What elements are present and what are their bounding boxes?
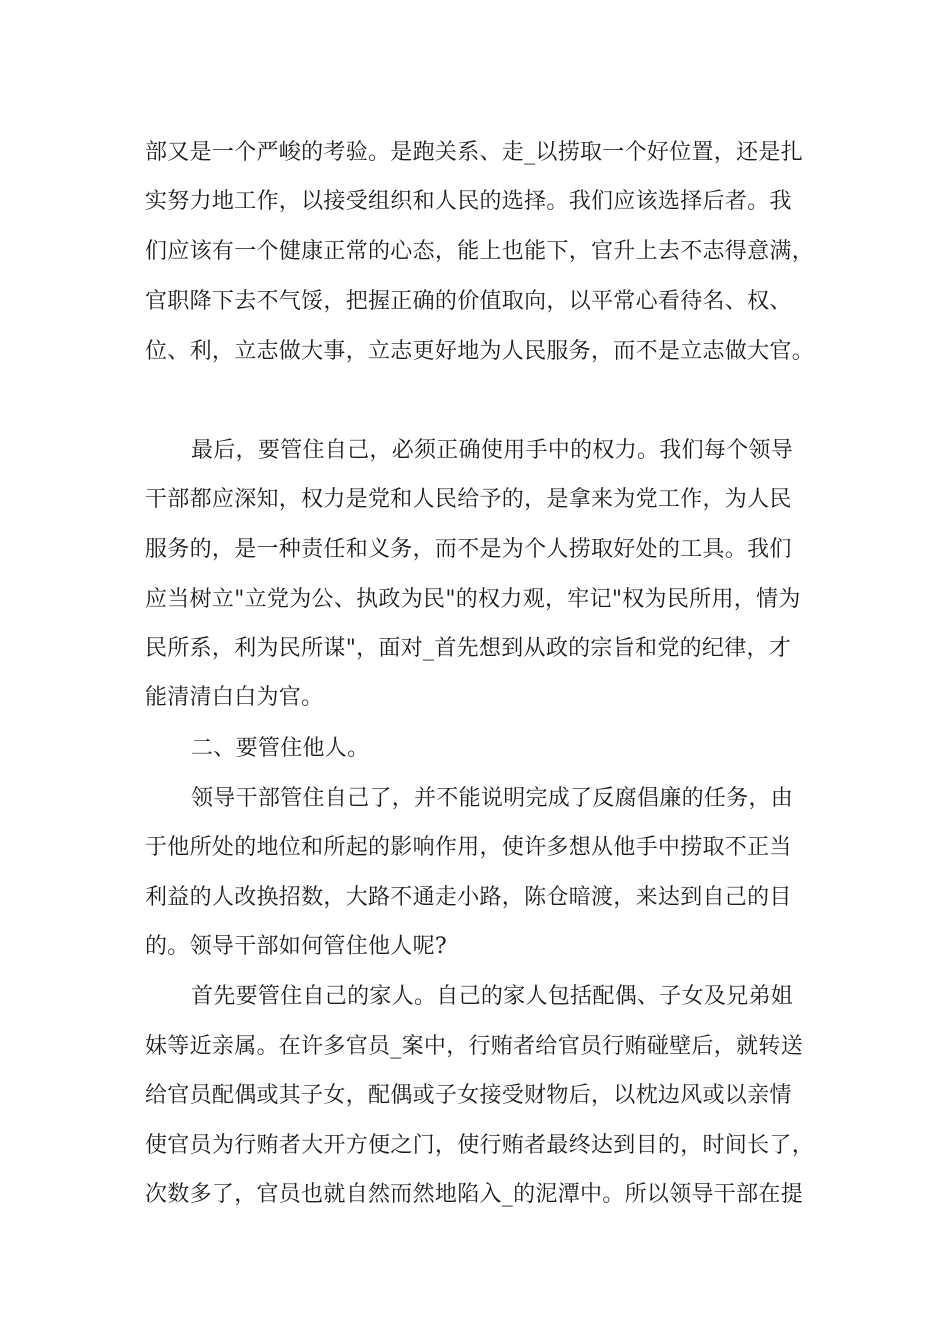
text-line: 的。领导干部如何管住他人呢? — [145, 934, 447, 959]
text-line: 妹等近亲属。在许多官员_案中，行贿者给官员行贿碰壁后，就转送 — [145, 1034, 804, 1059]
text-line: 干部都应深知，权力是党和人民给予的，是拿来为党工作，为人民 — [145, 487, 792, 512]
text-line: 官职降下去不气馁，把握正确的价值取向，以平常心看待名、权、 — [145, 289, 792, 314]
text-line: 位、利，立志做大事，立志更好地为人民服务，而不是立志做大官。 — [145, 339, 815, 364]
text-line: 给官员配偶或其子女，配偶或子女接受财物后，以枕边风或以亲情 — [145, 1083, 792, 1108]
text-line: 利益的人改换招数，大路不通走小路，陈仓暗渡，来达到自己的目 — [145, 885, 792, 910]
text-line: 部又是一个严峻的考验。是跑关系、走_以捞取一个好位置，还是扎 — [145, 140, 804, 165]
text-line: 们应该有一个健康正常的心态，能上也能下，官升上去不志得意满， — [145, 239, 815, 264]
text-line: 应当树立"立党为公、执政为民"的权力观，牢记"权为民所用，情为 — [145, 587, 801, 612]
paragraph-first-line: 领导干部管住自己了，并不能说明完成了反腐倡廉的任务，由 — [191, 786, 794, 811]
text-line: 于他所处的地位和所起的影响作用，使许多想从他手中捞取不正当 — [145, 835, 792, 860]
text-line: 能清清白白为官。 — [145, 685, 324, 710]
section-heading: 二、要管住他人。 — [191, 736, 370, 761]
text-line: 民所系，利为民所谋"，面对_首先想到从政的宗旨和党的纪律，才 — [145, 636, 792, 661]
paragraph-first-line: 最后，要管住自己，必须正确使用手中的权力。我们每个领导 — [191, 438, 794, 463]
text-line: 使官员为行贿者大开方便之门，使行贿者最终达到目的，时间长了， — [145, 1133, 815, 1158]
paragraph-first-line: 首先要管住自己的家人。自己的家人包括配偶、子女及兄弟姐 — [191, 984, 794, 1009]
text-line: 实努力地工作，以接受组织和人民的选择。我们应该选择后者。我 — [145, 189, 792, 214]
text-line: 次数多了，官员也就自然而然地陷入_的泥潭中。所以领导干部在提 — [145, 1182, 804, 1207]
text-line: 服务的，是一种责任和义务，而不是为个人捞取好处的工具。我们 — [145, 537, 792, 562]
